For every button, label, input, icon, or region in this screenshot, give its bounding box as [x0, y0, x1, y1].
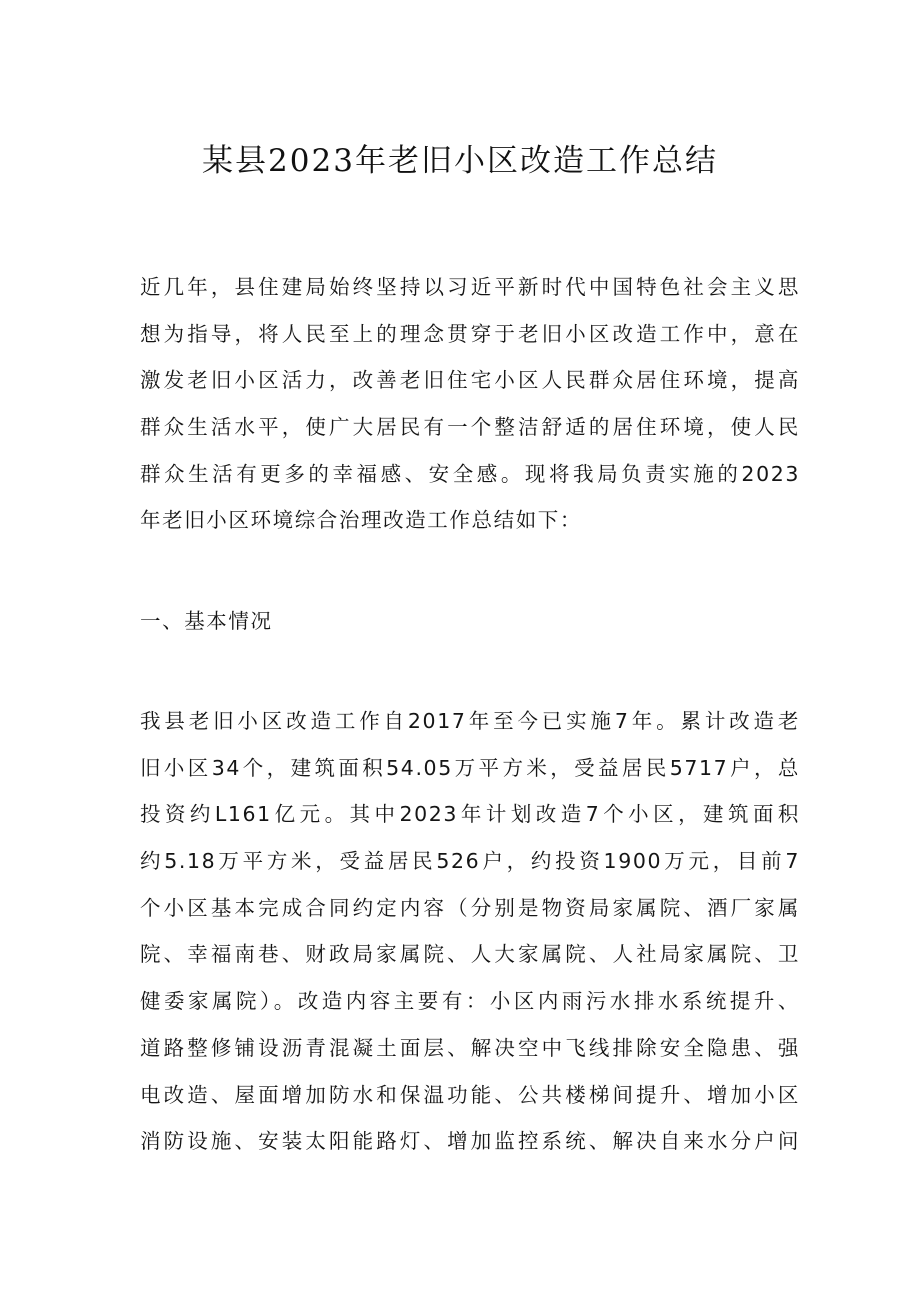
paragraph-line: 近几年，县住建局始终坚持以习近平新时代中国特色社会主义思: [140, 275, 800, 299]
paragraph-line: 电改造、屋面增加防水和保温功能、公共楼梯间提升、增加小区: [140, 1082, 800, 1107]
basic-info-paragraph: [140, 698, 800, 1165]
section-heading-block: [140, 598, 800, 645]
paragraph-line: 群众生活水平，使广大居民有一个整洁舒适的居住环境，使人民: [140, 415, 800, 440]
document-title: 某县2023年老旧小区改造工作总结: [202, 143, 718, 179]
paragraph-line: 我县老旧小区改造工作自2017年至今已实施7年。累计改造老: [140, 709, 800, 733]
paragraph-line: 旧小区34个，建筑面积54.05万平方米，受益居民5717户，总: [140, 755, 800, 780]
paragraph-line: 院、幸福南巷、财政局家属院、人大家属院、人社局家属院、卫: [140, 942, 800, 967]
paragraph-line: 消防设施、安装太阳能路灯、增加监控系统、解决自来水分户问: [140, 1129, 800, 1154]
paragraph-line: 健委家属院）。改造内容主要有：小区内雨污水排水系统提升、: [140, 989, 800, 1014]
paragraph-line: 群众生活有更多的幸福感、安全感。现将我局负责实施的2023: [140, 461, 800, 486]
section-heading: 一、基本情况: [140, 609, 273, 633]
paragraph-line: 道路整修铺设沥青混凝土面层、解决空中飞线排除安全隐患、强: [140, 1035, 800, 1060]
intro-paragraph: [140, 264, 800, 544]
paragraph-line: 个小区基本完成合同约定内容（分别是物资局家属院、酒厂家属: [140, 895, 800, 920]
paragraph-line: 约5.18万平方米，受益居民526户，约投资1900万元，目前7: [140, 849, 800, 874]
paragraph-line: 年老旧小区环境综合治理改造工作总结如下：: [140, 508, 582, 533]
paragraph-line: 投资约L161亿元。其中2023年计划改造7个小区，建筑面积: [140, 802, 800, 827]
paragraph-line: 激发老旧小区活力，改善老旧住宅小区人民群众居住环境，提高: [140, 368, 800, 393]
paragraph-line: 想为指导，将人民至上的理念贯穿于老旧小区改造工作中，意在: [140, 321, 800, 346]
